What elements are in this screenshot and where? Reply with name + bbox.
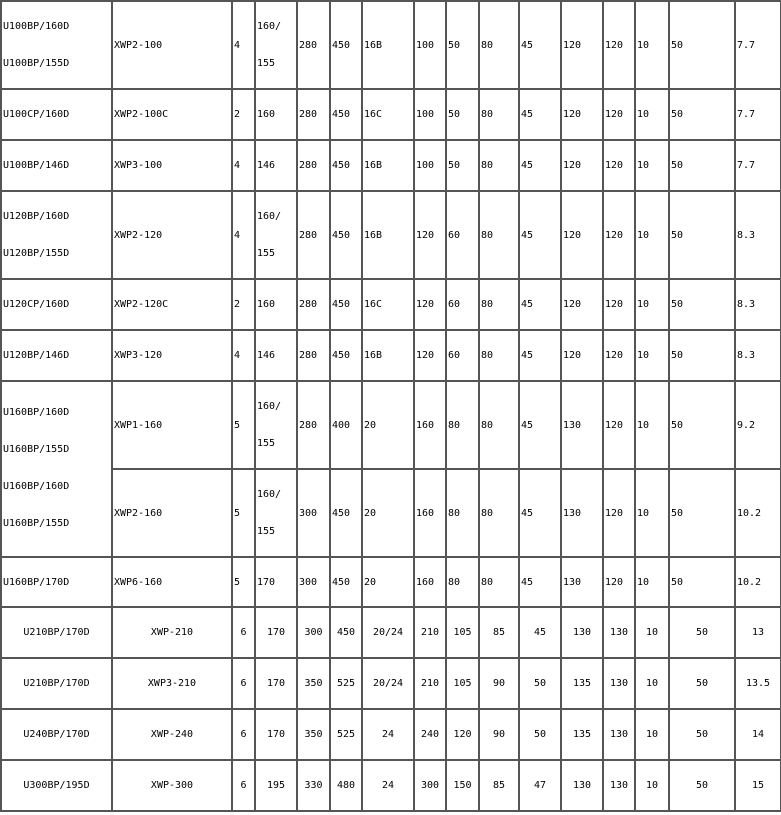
- cell-value: 85: [479, 607, 519, 658]
- table-row: [1, 191, 781, 279]
- cell-value: 16C: [362, 89, 414, 140]
- cell-value: 50: [669, 279, 735, 330]
- cell-value: 80: [479, 140, 519, 191]
- cell-value: 120: [414, 279, 446, 330]
- cell-units: 4: [232, 140, 255, 191]
- cell-value: 450: [330, 140, 362, 191]
- cell-code: XWP-240: [112, 709, 232, 760]
- cell-value: 8.3: [735, 330, 781, 381]
- cell-value: 80: [479, 279, 519, 330]
- cell-value: 120: [603, 191, 635, 279]
- cell-value: 120: [603, 89, 635, 140]
- cell-value: 80: [446, 557, 479, 607]
- cell-value: 280: [297, 191, 330, 279]
- cell-value: 350: [297, 709, 330, 760]
- cell-value: 80: [479, 89, 519, 140]
- cell-value: 280: [297, 381, 330, 469]
- cell-value: 90: [479, 709, 519, 760]
- cell-value: 50: [669, 1, 735, 89]
- cell-code: XWP3-210: [112, 658, 232, 709]
- cell-value: 50: [669, 658, 735, 709]
- cell-spacing: 160/ 155: [255, 469, 297, 557]
- cell-units: 2: [232, 279, 255, 330]
- cell-value: 16B: [362, 191, 414, 279]
- cell-value: 450: [330, 89, 362, 140]
- cell-value: 9.2: [735, 381, 781, 469]
- cell-value: 45: [519, 469, 561, 557]
- cell-value: 24: [362, 760, 414, 811]
- cell-value: 80: [479, 557, 519, 607]
- table-row: [1, 381, 781, 469]
- cell-units: 6: [232, 760, 255, 811]
- cell-spacing: 160/ 155: [255, 381, 297, 469]
- cell-value: 80: [479, 1, 519, 89]
- cell-value: 210: [414, 607, 446, 658]
- table-row: [1, 279, 781, 330]
- cell-model: U100BP/160D U100BP/155D: [1, 1, 112, 89]
- cell-model: U210BP/170D: [1, 607, 112, 658]
- cell-units: 2: [232, 89, 255, 140]
- cell-value: 450: [330, 607, 362, 658]
- cell-value: 10.2: [735, 469, 781, 557]
- cell-code: XWP-210: [112, 607, 232, 658]
- cell-value: 105: [446, 658, 479, 709]
- cell-value: 16B: [362, 330, 414, 381]
- cell-value: 45: [519, 140, 561, 191]
- cell-value: 120: [561, 191, 603, 279]
- cell-model: U240BP/170D: [1, 709, 112, 760]
- cell-value: 280: [297, 1, 330, 89]
- cell-value: 47: [519, 760, 561, 811]
- table-row: [1, 330, 781, 381]
- cell-code: XWP2-120: [112, 191, 232, 279]
- cell-units: 6: [232, 607, 255, 658]
- table-row: [1, 89, 781, 140]
- cell-value: 120: [561, 279, 603, 330]
- cell-spacing: 170: [255, 557, 297, 607]
- cell-value: 450: [330, 469, 362, 557]
- cell-spacing: 195: [255, 760, 297, 811]
- cell-spacing: 160: [255, 89, 297, 140]
- cell-value: 50: [669, 469, 735, 557]
- cell-value: 20: [362, 557, 414, 607]
- table-row: [1, 709, 781, 760]
- cell-value: 60: [446, 330, 479, 381]
- table-row: [1, 140, 781, 191]
- cell-value: 10: [635, 607, 669, 658]
- cell-value: 50: [669, 607, 735, 658]
- cell-value: 105: [446, 607, 479, 658]
- cell-value: 10: [635, 1, 669, 89]
- cell-value: 525: [330, 658, 362, 709]
- cell-value: 300: [414, 760, 446, 811]
- cell-model: U120CP/160D: [1, 279, 112, 330]
- cell-spacing: 170: [255, 658, 297, 709]
- cell-value: 10: [635, 469, 669, 557]
- cell-value: 120: [561, 140, 603, 191]
- cell-value: 450: [330, 330, 362, 381]
- table-row: [1, 1, 781, 89]
- cell-value: 150: [446, 760, 479, 811]
- cell-value: 45: [519, 89, 561, 140]
- cell-units: 5: [232, 381, 255, 469]
- cell-value: 13: [735, 607, 781, 658]
- cell-value: 330: [297, 760, 330, 811]
- cell-value: 10: [635, 557, 669, 607]
- cell-spacing: 160/ 155: [255, 1, 297, 89]
- cell-code: XWP2-120C: [112, 279, 232, 330]
- cell-value: 50: [669, 191, 735, 279]
- cell-value: 16B: [362, 1, 414, 89]
- cell-value: 100: [414, 140, 446, 191]
- cell-value: 300: [297, 557, 330, 607]
- cell-value: 10: [635, 760, 669, 811]
- cell-model: U300BP/195D: [1, 760, 112, 811]
- cell-units: 5: [232, 557, 255, 607]
- cell-value: 450: [330, 191, 362, 279]
- cell-model: U100BP/146D: [1, 140, 112, 191]
- cell-code: XWP-300: [112, 760, 232, 811]
- cell-value: 130: [603, 658, 635, 709]
- cell-value: 20/24: [362, 607, 414, 658]
- table-row: [1, 607, 781, 658]
- cell-value: 16C: [362, 279, 414, 330]
- cell-value: 50: [669, 140, 735, 191]
- cell-value: 120: [561, 1, 603, 89]
- cell-units: 4: [232, 1, 255, 89]
- cell-value: 60: [446, 191, 479, 279]
- cell-value: 10: [635, 709, 669, 760]
- cell-value: 10: [635, 658, 669, 709]
- cell-code: XWP2-100: [112, 1, 232, 89]
- cell-value: 45: [519, 330, 561, 381]
- cell-value: 20/24: [362, 658, 414, 709]
- cell-value: 80: [479, 330, 519, 381]
- cell-model: U120BP/146D: [1, 330, 112, 381]
- cell-model: U160BP/170D: [1, 557, 112, 607]
- cell-value: 50: [669, 330, 735, 381]
- cell-value: 130: [603, 607, 635, 658]
- cell-value: 120: [446, 709, 479, 760]
- cell-value: 130: [603, 760, 635, 811]
- cell-value: 13.5: [735, 658, 781, 709]
- cell-value: 45: [519, 381, 561, 469]
- cell-value: 50: [669, 557, 735, 607]
- cell-code: XWP1-160: [112, 381, 232, 469]
- cell-value: 450: [330, 1, 362, 89]
- cell-value: 480: [330, 760, 362, 811]
- cell-value: 10: [635, 330, 669, 381]
- cell-value: 80: [479, 469, 519, 557]
- cell-value: 120: [603, 279, 635, 330]
- table-row: [1, 658, 781, 709]
- cell-value: 400: [330, 381, 362, 469]
- cell-value: 50: [669, 89, 735, 140]
- cell-value: 10: [635, 381, 669, 469]
- cell-value: 525: [330, 709, 362, 760]
- cell-value: 45: [519, 279, 561, 330]
- cell-value: 10.2: [735, 557, 781, 607]
- cell-spacing: 146: [255, 140, 297, 191]
- cell-value: 20: [362, 469, 414, 557]
- cell-model: U120BP/160D U120BP/155D: [1, 191, 112, 279]
- cell-value: 8.3: [735, 191, 781, 279]
- cell-value: 350: [297, 658, 330, 709]
- cell-value: 135: [561, 709, 603, 760]
- cell-value: 100: [414, 1, 446, 89]
- cell-value: 120: [414, 191, 446, 279]
- cell-value: 120: [603, 330, 635, 381]
- cell-value: 7.7: [735, 89, 781, 140]
- table-row: [1, 760, 781, 811]
- cell-value: 120: [603, 557, 635, 607]
- cell-code: XWP2-100C: [112, 89, 232, 140]
- cell-value: 130: [561, 760, 603, 811]
- cell-value: 50: [446, 140, 479, 191]
- table-row: [1, 557, 781, 607]
- cell-model: U210BP/170D: [1, 658, 112, 709]
- cell-value: 130: [561, 607, 603, 658]
- cell-value: 8.3: [735, 279, 781, 330]
- cell-value: 50: [669, 709, 735, 760]
- cell-value: 130: [561, 469, 603, 557]
- cell-value: 80: [479, 191, 519, 279]
- cell-value: 100: [414, 89, 446, 140]
- cell-code: XWP6-160: [112, 557, 232, 607]
- cell-units: 4: [232, 191, 255, 279]
- cell-value: 15: [735, 760, 781, 811]
- cell-value: 45: [519, 607, 561, 658]
- cell-value: 120: [603, 469, 635, 557]
- cell-value: 50: [669, 760, 735, 811]
- cell-value: 160: [414, 381, 446, 469]
- cell-value: 7.7: [735, 140, 781, 191]
- cell-value: 60: [446, 279, 479, 330]
- cell-value: 120: [561, 89, 603, 140]
- cell-spacing: 160: [255, 279, 297, 330]
- cell-value: 280: [297, 330, 330, 381]
- cell-value: 240: [414, 709, 446, 760]
- cell-spacing: 146: [255, 330, 297, 381]
- table-row: [1, 469, 781, 557]
- cell-value: 50: [519, 709, 561, 760]
- cell-units: 5: [232, 469, 255, 557]
- cell-value: 130: [561, 557, 603, 607]
- cell-value: 45: [519, 557, 561, 607]
- cell-value: 50: [446, 1, 479, 89]
- cell-value: 450: [330, 557, 362, 607]
- cell-value: 280: [297, 89, 330, 140]
- cell-value: 90: [479, 658, 519, 709]
- cell-value: 10: [635, 140, 669, 191]
- cell-value: 160: [414, 557, 446, 607]
- cell-code: XWP3-100: [112, 140, 232, 191]
- cell-value: 10: [635, 279, 669, 330]
- cell-value: 80: [446, 469, 479, 557]
- cell-value: 280: [297, 279, 330, 330]
- cell-spacing: 160/ 155: [255, 191, 297, 279]
- cell-value: 16B: [362, 140, 414, 191]
- cell-value: 50: [446, 89, 479, 140]
- cell-value: 120: [603, 140, 635, 191]
- cell-value: 120: [561, 330, 603, 381]
- cell-value: 280: [297, 140, 330, 191]
- cell-value: 7.7: [735, 1, 781, 89]
- cell-units: 4: [232, 330, 255, 381]
- cell-value: 135: [561, 658, 603, 709]
- cell-value: 24: [362, 709, 414, 760]
- cell-value: 300: [297, 469, 330, 557]
- cell-spacing: 170: [255, 709, 297, 760]
- cell-value: 80: [479, 381, 519, 469]
- cell-value: 50: [519, 658, 561, 709]
- cell-model: U160BP/160D U160BP/155D U160BP/160D U160BP/155D: [1, 381, 112, 557]
- cell-value: 130: [603, 709, 635, 760]
- cell-value: 10: [635, 89, 669, 140]
- cell-value: 50: [669, 381, 735, 469]
- cell-value: 130: [561, 381, 603, 469]
- cell-code: XWP3-120: [112, 330, 232, 381]
- cell-value: 120: [414, 330, 446, 381]
- cell-value: 14: [735, 709, 781, 760]
- cell-value: 45: [519, 1, 561, 89]
- cell-value: 450: [330, 279, 362, 330]
- cell-value: 20: [362, 381, 414, 469]
- cell-value: 120: [603, 381, 635, 469]
- cell-units: 6: [232, 658, 255, 709]
- cell-value: 85: [479, 760, 519, 811]
- cell-code: XWP2-160: [112, 469, 232, 557]
- cell-value: 120: [603, 1, 635, 89]
- cell-value: 210: [414, 658, 446, 709]
- cell-value: 80: [446, 381, 479, 469]
- cell-value: 10: [635, 191, 669, 279]
- cell-value: 300: [297, 607, 330, 658]
- cell-spacing: 170: [255, 607, 297, 658]
- cell-value: 45: [519, 191, 561, 279]
- cell-model: U100CP/160D: [1, 89, 112, 140]
- cell-value: 160: [414, 469, 446, 557]
- cell-units: 6: [232, 709, 255, 760]
